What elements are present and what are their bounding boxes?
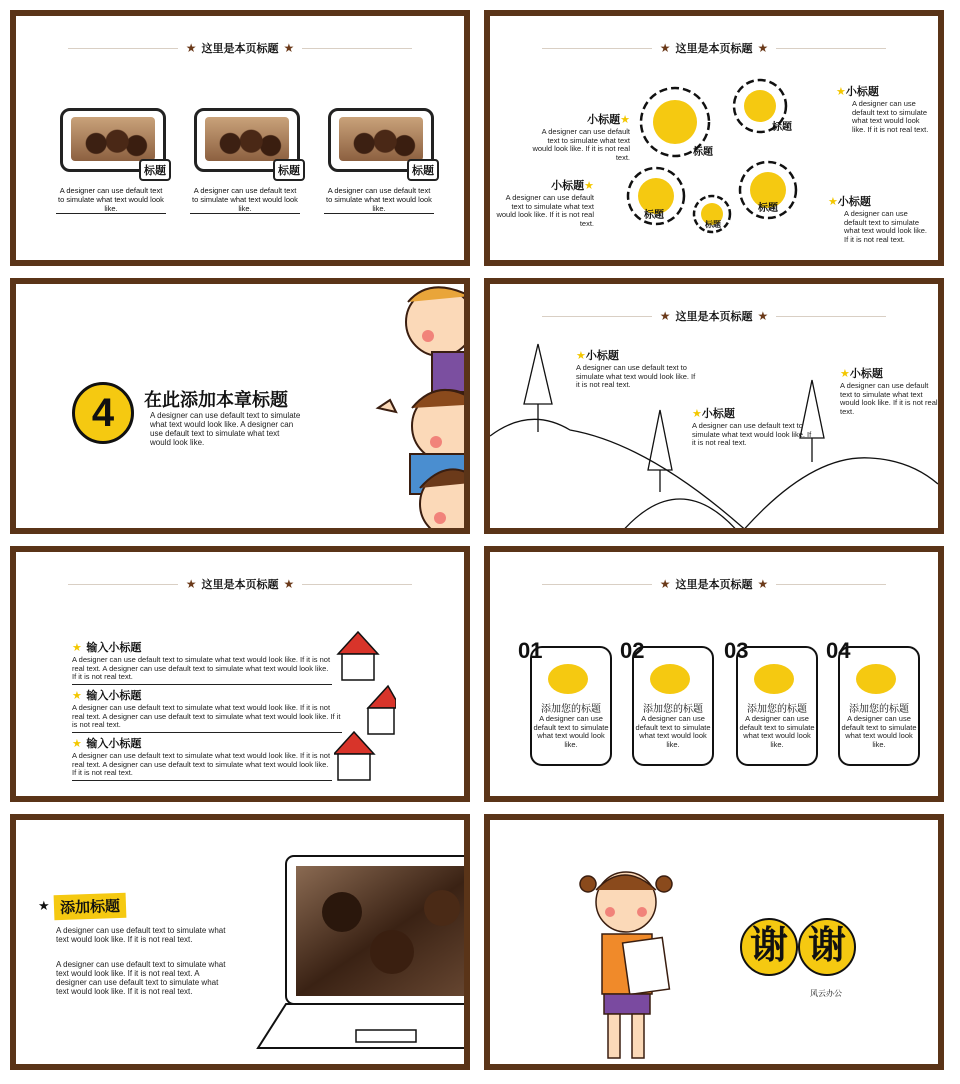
title-divider-right: [302, 584, 412, 585]
card-body: [838, 700, 920, 749]
page-title-row: [490, 40, 938, 56]
card-number: 01: [518, 638, 543, 663]
star-icon: ★: [72, 738, 82, 750]
card-number: 02: [620, 638, 645, 663]
body-text: A designer can use default text to simulate what text would look like. If it is not real text. A designer can use default text to simulate what text would look like. If it is not real text.: [72, 703, 341, 729]
gear-label: 标题: [693, 147, 713, 158]
page-title-row: [16, 576, 464, 592]
text-block: [828, 192, 928, 244]
body-text: A designer can use default text to simulate what text would look like. If it is not real text.: [56, 926, 226, 944]
chapter-number: 4: [72, 382, 134, 444]
brand-text: 风云办公: [810, 989, 842, 998]
page-title: 这里是本页标题: [675, 579, 753, 591]
page-title: 这里是本页标题: [201, 579, 279, 591]
section-heading: 添加标题: [54, 893, 127, 920]
cartoon-kids: [370, 278, 470, 534]
text-block: [840, 364, 940, 416]
card-title: 添加您的标题: [849, 704, 909, 715]
title-divider-left: [542, 584, 652, 585]
star-icon: ★: [757, 577, 769, 591]
laptop-illustration: [252, 852, 470, 1058]
card-number: 04: [826, 638, 851, 663]
body-text: A designer can use default text to simulate what text would look like. If it is not real text.: [532, 127, 630, 162]
body-text: A designer can use default text to simulate what text would look like. If it is not real text.: [852, 99, 929, 134]
star-icon: ★: [283, 577, 295, 591]
body-text: A designer can use default text to simulate what text would look like.: [533, 714, 609, 749]
text-block: [530, 110, 630, 162]
title-divider-left: [542, 316, 652, 317]
gear-label: 标题: [772, 122, 792, 133]
subtitle: 小标题: [849, 368, 883, 380]
list-item: [72, 686, 342, 733]
star-icon: ★: [185, 41, 197, 55]
subtitle: 小标题: [701, 408, 735, 420]
chapter-text: A designer can use default text to simulate what text would look like. A designer can use default text to simulate what text would look like.: [150, 411, 301, 447]
subtitle: 输入小标题: [86, 738, 142, 750]
text-block: [692, 404, 812, 448]
title-divider-right: [776, 48, 886, 49]
subtitle: 小标题: [585, 350, 619, 362]
photo-card: [60, 108, 166, 177]
body-text: A designer can use default text to simulate what text would look like. If it is not real text.: [496, 193, 594, 228]
title-divider-right: [302, 48, 412, 49]
title-divider-right: [776, 316, 886, 317]
star-icon: ★: [38, 898, 50, 913]
chocolate-photo: [339, 117, 423, 161]
star-icon: ★: [659, 309, 671, 323]
star-icon: ★: [584, 180, 594, 192]
page-title-row: [490, 576, 938, 592]
body-text: A designer can use default text to simulate what text would look like.: [739, 714, 815, 749]
star-icon: ★: [72, 690, 82, 702]
body-text: A designer can use default text to simulate what text would look like. If it is not real text. A designer can use default text to simulate what text would look like. If it is not real text.: [56, 960, 226, 996]
page-title: 这里是本页标题: [675, 43, 753, 55]
star-icon: ★: [659, 41, 671, 55]
slide-2[interactable]: [484, 10, 944, 266]
list-item: [72, 734, 332, 781]
thanks-char: 谢: [798, 918, 856, 976]
mouse-icon: [548, 664, 588, 694]
slide-5[interactable]: [10, 546, 470, 802]
subtitle: 输入小标题: [86, 642, 142, 654]
title-divider-left: [542, 48, 652, 49]
star-icon: ★: [757, 309, 769, 323]
text-block: [836, 82, 930, 134]
subtitle: 输入小标题: [86, 690, 142, 702]
body-text: A designer can use default text to simulate what text would look like.: [841, 714, 917, 749]
page-title: 这里是本页标题: [201, 43, 279, 55]
body-text: A designer can use default text to simulate what text would look like. If it is not real text.: [840, 381, 938, 416]
slide-1[interactable]: [10, 10, 470, 266]
body-text: A designer can use default text to simulate what text would look like.: [635, 714, 711, 749]
text-block: [496, 176, 594, 228]
star-icon: ★: [840, 368, 850, 380]
thanks-char: 谢: [740, 918, 798, 976]
star-icon: ★: [659, 577, 671, 591]
chapter-heading: 在此添加本章标题: [144, 390, 288, 410]
slide-4[interactable]: [484, 278, 944, 534]
card-title: 添加您的标题: [541, 704, 601, 715]
card-title: 添加您的标题: [643, 704, 703, 715]
star-icon: ★: [185, 577, 197, 591]
gear-label: 标题: [644, 210, 664, 221]
subtitle: 小标题: [837, 196, 871, 208]
body-text: A designer can use default text to simulate what text would look like. If it is not real text.: [692, 421, 812, 447]
card-body: [632, 700, 714, 749]
chocolate-photo: [205, 117, 289, 161]
girl-illustration: [574, 860, 684, 1070]
title-divider-left: [68, 48, 178, 49]
slide-6[interactable]: [484, 546, 944, 802]
photo-caption: A designer can use default text to simulate what text would look like.: [324, 186, 434, 214]
chocolate-photo: [71, 117, 155, 161]
star-icon: ★: [828, 196, 838, 208]
photo-caption: A designer can use default text to simulate what text would look like.: [190, 186, 300, 214]
photo-label: 标题: [407, 159, 439, 181]
card-body: [530, 700, 612, 749]
star-icon: ★: [836, 86, 846, 98]
text-block: [576, 346, 696, 390]
title-divider-left: [68, 584, 178, 585]
body-text: A designer can use default text to simulate what text would look like. If it is not real text.: [844, 209, 927, 244]
slide-3[interactable]: [10, 278, 470, 534]
subtitle: 小标题: [551, 180, 585, 192]
photo-card: [194, 108, 300, 177]
subtitle: 小标题: [845, 86, 879, 98]
list-item: [72, 638, 332, 685]
star-icon: ★: [692, 408, 702, 420]
gear-label: 标题: [758, 203, 778, 214]
star-icon: ★: [576, 350, 586, 362]
pin-icon: [856, 664, 896, 694]
slide-7[interactable]: [10, 814, 470, 1070]
rss-icon: [650, 664, 690, 694]
house-icons: [334, 628, 396, 788]
photo-caption: A designer can use default text to simulate what text would look like.: [56, 186, 166, 214]
photo-label: 标题: [273, 159, 305, 181]
card-number: 03: [724, 638, 749, 663]
star-icon: ★: [757, 41, 769, 55]
title-divider-right: [776, 584, 886, 585]
pencil-icon: [754, 664, 794, 694]
page-title-row: [490, 308, 938, 324]
card-title: 添加您的标题: [747, 704, 807, 715]
card-body: [736, 700, 818, 749]
page-title-row: [16, 40, 464, 56]
body-text: A designer can use default text to simulate what text would look like. If it is not real text. A designer can use default text to simulate what text would look like. If it is not real text.: [72, 655, 331, 681]
body-text: A designer can use default text to simulate what text would look like. If it is not real text.: [576, 363, 696, 389]
body-text: A designer can use default text to simulate what text would look like. If it is not real text. A designer can use default text to simulate what text would look like. If it is not real text.: [72, 751, 331, 777]
star-icon: ★: [620, 114, 630, 126]
star-icon: ★: [72, 642, 82, 654]
photo-label: 标题: [139, 159, 171, 181]
star-icon: ★: [283, 41, 295, 55]
subtitle: 小标题: [587, 114, 621, 126]
page-title: 这里是本页标题: [675, 311, 753, 323]
slide-8[interactable]: [484, 814, 944, 1070]
gear-label: 标题: [705, 220, 721, 229]
photo-card: [328, 108, 434, 177]
